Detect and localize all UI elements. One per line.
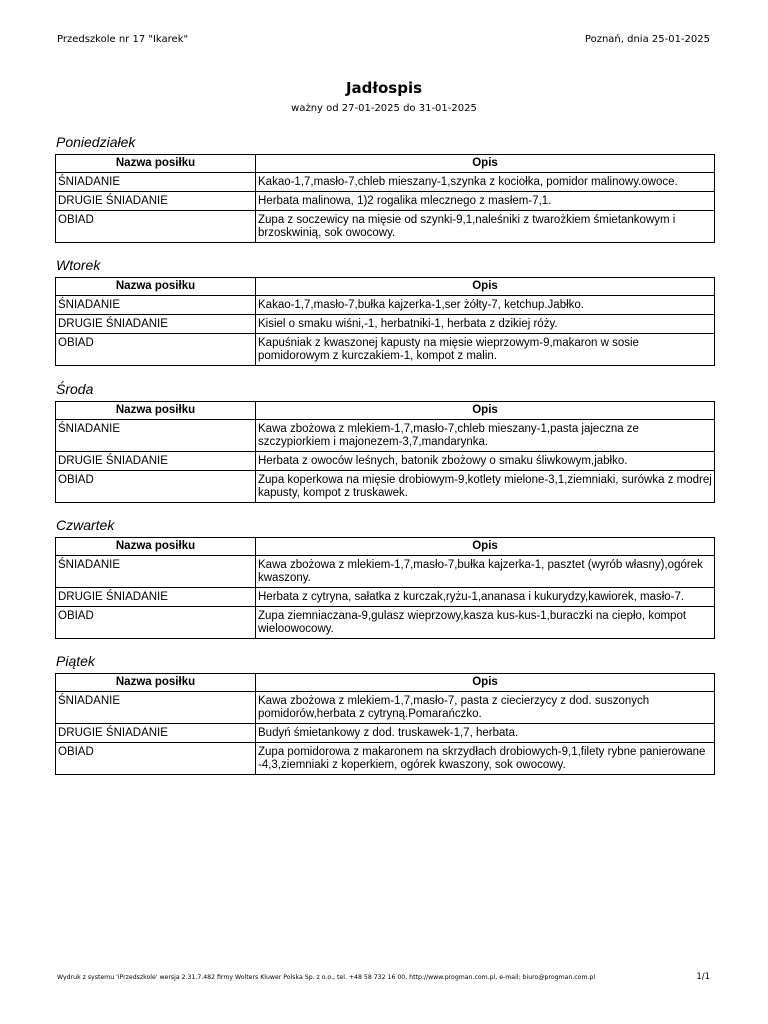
meal-name: ŚNIADANIE [56,173,256,192]
menu-table [55,401,715,503]
meal-name: DRUGIE ŚNIADANIE [56,452,256,471]
page-number: 1/1 [696,972,710,982]
day-section-friday [55,652,714,775]
day-name: Piątek [56,653,95,669]
meal-name: DRUGIE ŚNIADANIE [56,315,256,334]
meal-description: Herbata malinowa, 1)2 rogalika mlecznego z masłem-7,1. [256,192,715,211]
meal-description: Zupa z soczewicy na mięsie od szynki-9,1,naleśniki z twarożkiem śmietankowym i brzoskwinią, sok owocowy. [256,211,715,243]
meal-description: Kawa zbożowa z mlekiem-1,7,masło-7, pasta z ciecierzycy z dod. suszonych pomidorów,herbata z cytryną.Pomarańczko. [256,692,715,724]
table-row [56,588,715,607]
day-section-wednesday [55,380,714,503]
day-name: Wtorek [56,257,101,273]
menu-table [55,154,715,243]
column-header-meal: Nazwa posiłku [56,674,256,692]
table-row [56,296,715,315]
page-title: Jadłospis [345,79,423,97]
place-and-date: Poznań, dnia 25-01-2025 [584,34,710,45]
table-header-row [56,278,715,296]
column-header-description: Opis [256,402,715,420]
day-section-tuesday [55,256,714,366]
table-header-row [56,538,715,556]
table-header-row [56,674,715,692]
meal-description: Kisiel o smaku wiśni,-1, herbatniki-1, herbata z dzikiej róży. [256,315,715,334]
meal-description: Budyń śmietankowy z dod. truskawek-1,7, herbata. [256,724,715,743]
meal-description: Kawa zbożowa z mlekiem-1,7,masło-7,chleb mieszany-1,pasta jajeczna ze szczypiorkiem i majonezem-3,7,mandarynka. [256,420,715,452]
table-row [56,452,715,471]
meal-name: DRUGIE ŚNIADANIE [56,588,256,607]
meal-description: Zupa ziemniaczana-9,gulasz wieprzowy,kasza kus-kus-1,buraczki na ciepło, kompot wieloowocowy. [256,607,715,639]
day-name: Środa [56,381,94,397]
meal-description: Zupa koperkowa na mięsie drobiowym-9,kotlety mielone-3,1,ziemniaki, surówka z modrej kapusty, kompot z truskawek. [256,471,715,503]
day-name: Czwartek [56,517,115,533]
meal-description: Zupa pomidorowa z makaronem na skrzydłach drobiowych-9,1,filety rybne panierowane -4,3,ziemniaki z koperkiem, ogórek kwaszony, sok owocowy. [256,743,715,775]
meal-description: Kapuśniak z kwaszonej kapusty na mięsie wieprzowym-9,makaron w sosie pomidorowym z kurczakiem-1, kompot z malin. [256,334,715,366]
meal-name: OBIAD [56,334,256,366]
meal-description: Kakao-1,7,masło-7,chleb mieszany-1,szynka z kociołka, pomidor malinowy.owoce. [256,173,715,192]
menu-table [55,537,715,639]
meal-name: DRUGIE ŚNIADANIE [56,192,256,211]
column-header-description: Opis [256,155,715,173]
meal-description: Herbata z cytryna, sałatka z kurczak,ryżu-1,ananasa i kukurydzy,kawiorek, masło-7. [256,588,715,607]
day-section-thursday [55,516,714,639]
meal-name: OBIAD [56,743,256,775]
table-row [56,556,715,588]
table-row [56,724,715,743]
column-header-meal: Nazwa posiłku [56,155,256,173]
table-row [56,211,715,243]
table-row [56,420,715,452]
column-header-meal: Nazwa posiłku [56,538,256,556]
menu-table [55,673,715,775]
meal-description: Herbata z owoców leśnych, batonik zbożowy o smaku śliwkowym,jabłko. [256,452,715,471]
table-row [56,607,715,639]
day-name: Poniedziałek [56,134,136,150]
meal-name: OBIAD [56,607,256,639]
table-header-row [56,155,715,173]
menu-table [55,277,715,366]
print-footer-note: Wydruk z systemu 'iPrzedszkole' wersja 2.31.7.482 firmy Wolters Kluwer Polska Sp. z o.o., tel. +48 58 732 16 00, http://www.progman.com.pl, e-mail: biuro@progman.com.pl [57,974,596,981]
table-row [56,192,715,211]
meal-name: ŚNIADANIE [56,420,256,452]
meal-description: Kawa zbożowa z mlekiem-1,7,masło-7,bułka kajzerka-1, pasztet (wyrób własny),ogórek kwaszony. [256,556,715,588]
table-row [56,315,715,334]
table-row [56,334,715,366]
column-header-description: Opis [256,674,715,692]
column-header-meal: Nazwa posiłku [56,402,256,420]
column-header-meal: Nazwa posiłku [56,278,256,296]
day-section-monday [55,133,714,243]
meal-name: ŚNIADANIE [56,692,256,724]
validity-period: ważny od 27-01-2025 do 31-01-2025 [291,103,477,114]
column-header-description: Opis [256,538,715,556]
table-row [56,471,715,503]
meal-description: Kakao-1,7,masło-7,bułka kajzerka-1,ser żółty-7, ketchup.Jabłko. [256,296,715,315]
column-header-description: Opis [256,278,715,296]
meal-name: OBIAD [56,471,256,503]
meal-name: ŚNIADANIE [56,556,256,588]
meal-name: DRUGIE ŚNIADANIE [56,724,256,743]
table-row [56,173,715,192]
institution-name: Przedszkole nr 17 "Ikarek" [57,34,189,45]
table-header-row [56,402,715,420]
table-row [56,692,715,724]
meal-name: OBIAD [56,211,256,243]
meal-name: ŚNIADANIE [56,296,256,315]
table-row [56,743,715,775]
